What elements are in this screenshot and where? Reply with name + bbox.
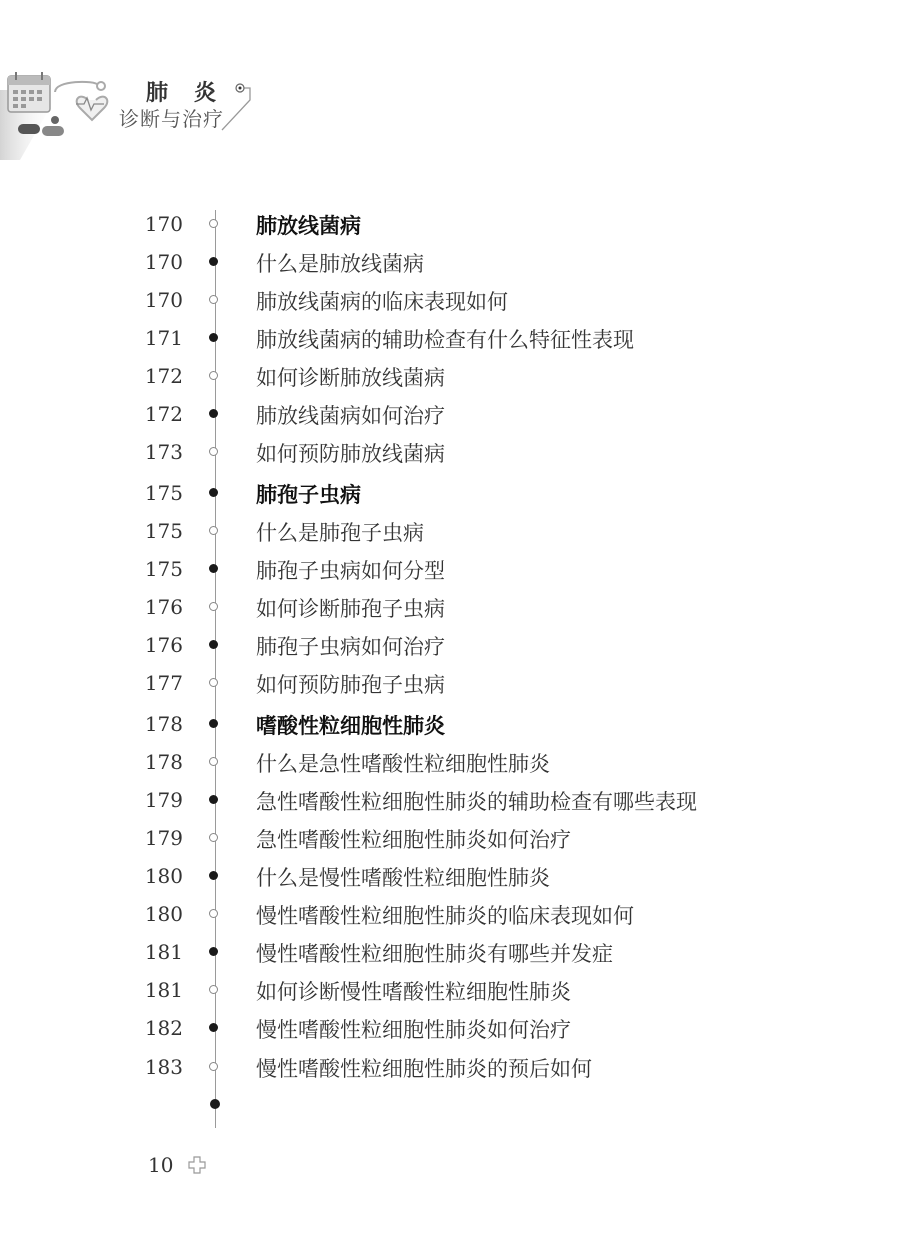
toc-entry[interactable] bbox=[0, 589, 900, 627]
timeline-dot-icon bbox=[209, 1062, 218, 1071]
toc-title: 肺放线菌病的辅助检查有什么特征性表现 bbox=[256, 328, 634, 352]
toc-title: 什么是肺放线菌病 bbox=[256, 252, 424, 276]
toc-title: 慢性嗜酸性粒细胞性肺炎如何治疗 bbox=[256, 1018, 571, 1042]
timeline-dot-icon bbox=[209, 1023, 218, 1032]
toc-page-number: 170 bbox=[144, 250, 183, 274]
toc-page-number: 179 bbox=[144, 826, 183, 850]
toc-title: 慢性嗜酸性粒细胞性肺炎的临床表现如何 bbox=[256, 904, 634, 928]
timeline-dot-icon bbox=[209, 985, 218, 994]
toc-entry[interactable] bbox=[0, 1049, 900, 1087]
toc-page-number: 171 bbox=[144, 326, 183, 350]
toc-entry[interactable] bbox=[0, 782, 900, 820]
toc-title: 肺放线菌病如何治疗 bbox=[256, 404, 445, 428]
toc-title: 如何预防肺放线菌病 bbox=[256, 442, 445, 466]
timeline-dot-icon bbox=[209, 371, 218, 380]
toc-section-heading[interactable] bbox=[0, 206, 900, 244]
toc-entry[interactable] bbox=[0, 820, 900, 858]
toc-title: 嗜酸性粒细胞性肺炎 bbox=[256, 714, 445, 738]
toc-title: 肺放线菌病的临床表现如何 bbox=[256, 290, 508, 314]
toc-entry[interactable] bbox=[0, 896, 900, 934]
toc-entry[interactable] bbox=[0, 434, 900, 472]
toc-entry[interactable] bbox=[0, 1010, 900, 1048]
timeline-dot-icon bbox=[209, 757, 218, 766]
toc-page-number: 172 bbox=[144, 402, 183, 426]
toc-page-number: 175 bbox=[144, 519, 183, 543]
book-title: 肺炎 bbox=[146, 80, 243, 106]
toc-entry[interactable] bbox=[0, 513, 900, 551]
toc-page-number: 170 bbox=[144, 212, 183, 236]
timeline-dot-icon bbox=[209, 488, 218, 497]
timeline-dot-icon bbox=[209, 257, 218, 266]
toc-section-heading[interactable] bbox=[0, 475, 900, 513]
toc-entry[interactable] bbox=[0, 282, 900, 320]
toc-page-number: 179 bbox=[144, 788, 183, 812]
toc-title: 肺孢子虫病 bbox=[256, 483, 361, 507]
toc-entry[interactable] bbox=[0, 358, 900, 396]
timeline-dot-icon bbox=[209, 602, 218, 611]
toc-page-number: 180 bbox=[144, 902, 183, 926]
toc-title: 慢性嗜酸性粒细胞性肺炎的预后如何 bbox=[256, 1057, 592, 1081]
timeline-dot-icon bbox=[209, 909, 218, 918]
timeline-dot-icon bbox=[209, 833, 218, 842]
timeline-dot-icon bbox=[209, 871, 218, 880]
timeline-dot-icon bbox=[209, 219, 218, 228]
timeline-dot-icon bbox=[209, 295, 218, 304]
timeline-dot-icon bbox=[209, 333, 218, 342]
toc-page-number: 172 bbox=[144, 364, 183, 388]
toc-page-number: 176 bbox=[144, 595, 183, 619]
toc-entry[interactable] bbox=[0, 627, 900, 665]
toc-entry[interactable] bbox=[0, 934, 900, 972]
book-subtitle: 诊断与治疗 bbox=[119, 107, 224, 131]
toc-entry[interactable] bbox=[0, 551, 900, 589]
toc-page-number: 177 bbox=[144, 671, 183, 695]
toc-title: 急性嗜酸性粒细胞性肺炎的辅助检查有哪些表现 bbox=[256, 790, 697, 814]
toc-title: 肺放线菌病 bbox=[256, 214, 361, 238]
toc-entry[interactable] bbox=[0, 320, 900, 358]
timeline-dot-icon bbox=[209, 447, 218, 456]
toc-section-heading[interactable] bbox=[0, 706, 900, 744]
toc-title: 什么是急性嗜酸性粒细胞性肺炎 bbox=[256, 752, 550, 776]
toc-page-number: 175 bbox=[144, 557, 183, 581]
toc-page-number: 178 bbox=[144, 750, 183, 774]
timeline-dot-icon bbox=[209, 564, 218, 573]
toc-page-number: 178 bbox=[144, 712, 183, 736]
toc-page-number: 181 bbox=[144, 940, 183, 964]
toc-title: 肺孢子虫病如何治疗 bbox=[256, 635, 445, 659]
toc-title: 急性嗜酸性粒细胞性肺炎如何治疗 bbox=[256, 828, 571, 852]
toc-title: 肺孢子虫病如何分型 bbox=[256, 559, 445, 583]
page-number: 10 bbox=[148, 1153, 174, 1177]
toc-entry[interactable] bbox=[0, 858, 900, 896]
toc-title: 慢性嗜酸性粒细胞性肺炎有哪些并发症 bbox=[256, 942, 613, 966]
toc-entry[interactable] bbox=[0, 244, 900, 282]
toc-page-number: 175 bbox=[144, 481, 183, 505]
timeline-dot-icon bbox=[209, 678, 218, 687]
timeline-dot-icon bbox=[209, 795, 218, 804]
timeline-end-dot bbox=[210, 1099, 220, 1109]
toc-entry[interactable] bbox=[0, 396, 900, 434]
toc-page-number: 181 bbox=[144, 978, 183, 1002]
timeline-dot-icon bbox=[209, 526, 218, 535]
toc-page-number: 173 bbox=[144, 440, 183, 464]
timeline-dot-icon bbox=[209, 719, 218, 728]
toc-title: 什么是肺孢子虫病 bbox=[256, 521, 424, 545]
toc-page-number: 183 bbox=[144, 1055, 183, 1079]
toc-page-number: 170 bbox=[144, 288, 183, 312]
toc-title: 如何诊断肺放线菌病 bbox=[256, 366, 445, 390]
toc-title: 如何诊断慢性嗜酸性粒细胞性肺炎 bbox=[256, 980, 571, 1004]
toc-entry[interactable] bbox=[0, 744, 900, 782]
medical-cross-icon bbox=[188, 1156, 206, 1174]
toc-title: 如何诊断肺孢子虫病 bbox=[256, 597, 445, 621]
toc-page-number: 176 bbox=[144, 633, 183, 657]
toc-entry[interactable] bbox=[0, 665, 900, 703]
toc-page-number: 180 bbox=[144, 864, 183, 888]
timeline-dot-icon bbox=[209, 409, 218, 418]
toc-title: 什么是慢性嗜酸性粒细胞性肺炎 bbox=[256, 866, 550, 890]
toc-entry[interactable] bbox=[0, 972, 900, 1010]
timeline-dot-icon bbox=[209, 947, 218, 956]
toc-title: 如何预防肺孢子虫病 bbox=[256, 673, 445, 697]
timeline-dot-icon bbox=[209, 640, 218, 649]
toc-page-number: 182 bbox=[144, 1016, 183, 1040]
